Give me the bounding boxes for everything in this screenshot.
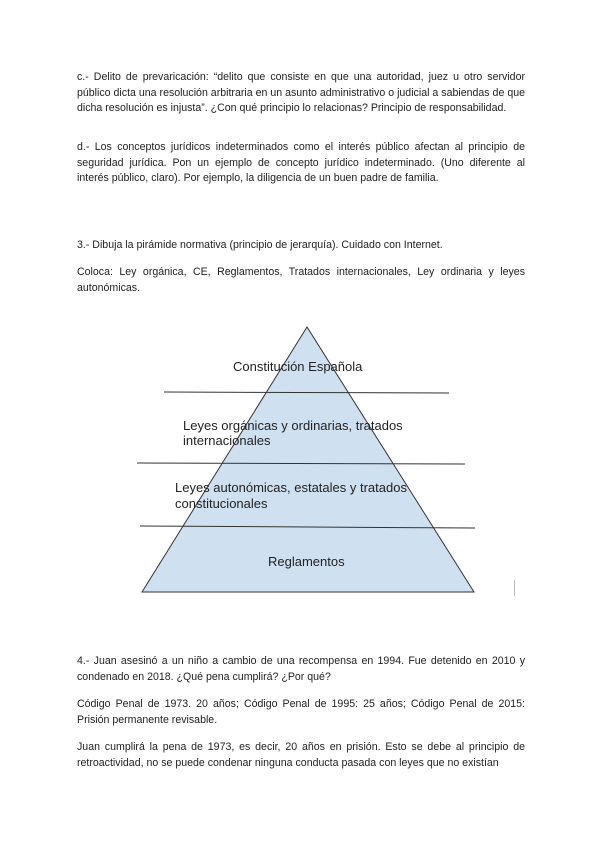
pyramid-level-2-line-1: Leyes orgánicas y ordinarias, tratados xyxy=(183,418,403,433)
pyramid-level-3-line-1: Leyes autonómicas, estatales y tratados xyxy=(175,480,407,495)
pyramid-divider xyxy=(164,392,449,393)
pyramid-level-1: Constitución Española xyxy=(233,359,363,374)
question-3: 3.- Dibuja la pirámide normativa (principio de jerarquía). Cuidado con Internet. xyxy=(77,239,443,251)
question-3-list: Coloca: Ley orgánica, CE, Reglamentos, Tratados internacionales, Ley ordinaria y leyes autonómicas. xyxy=(77,266,525,294)
question-4-answer: Juan cumplirá la pena de 1973, es decir, 20 años en prisión. Esto se debe al principio de retroactividad, no se puede condenar ninguna conducta pasada con leyes que no existían xyxy=(77,741,525,769)
paragraph-c: c.- Delito de prevaricación: “delito que consiste en que una autoridad, juez u otro servidor público dicta una resolución arbitraria en un asunto administrativo o judicial a sabiendas de que dicha resolución es injusta”. ¿Con qué principio lo relacionas? Principio de responsabilidad. xyxy=(77,71,525,114)
pyramid-divider xyxy=(137,463,465,464)
pyramid-level-3-line-2: constitucionales xyxy=(175,496,268,511)
question-4-codes: Código Penal de 1973. 20 años; Código Penal de 1995: 25 años; Código Penal de 2015: Prisión permanente revisable. xyxy=(77,698,525,726)
paragraph-d: d.- Los conceptos jurídicos indeterminados como el interés público afectan al principio de seguridad jurídica. Pon un ejemplo de concepto jurídico indeterminado. (Uno diferente al interés público, claro). Por ejemplo, la diligencia de un buen padre de familia. xyxy=(77,141,525,184)
pyramid-level-4: Reglamentos xyxy=(268,554,345,569)
pyramid-level-2-line-2: internacionales xyxy=(183,433,271,448)
question-4: 4.- Juan asesinó a un niño a cambio de una recompensa en 1994. Fue detenido en 2010 y condenado en 2018. ¿Qué pena cumplirá? ¿Por qué? xyxy=(77,655,525,683)
stray-mark xyxy=(514,580,515,596)
